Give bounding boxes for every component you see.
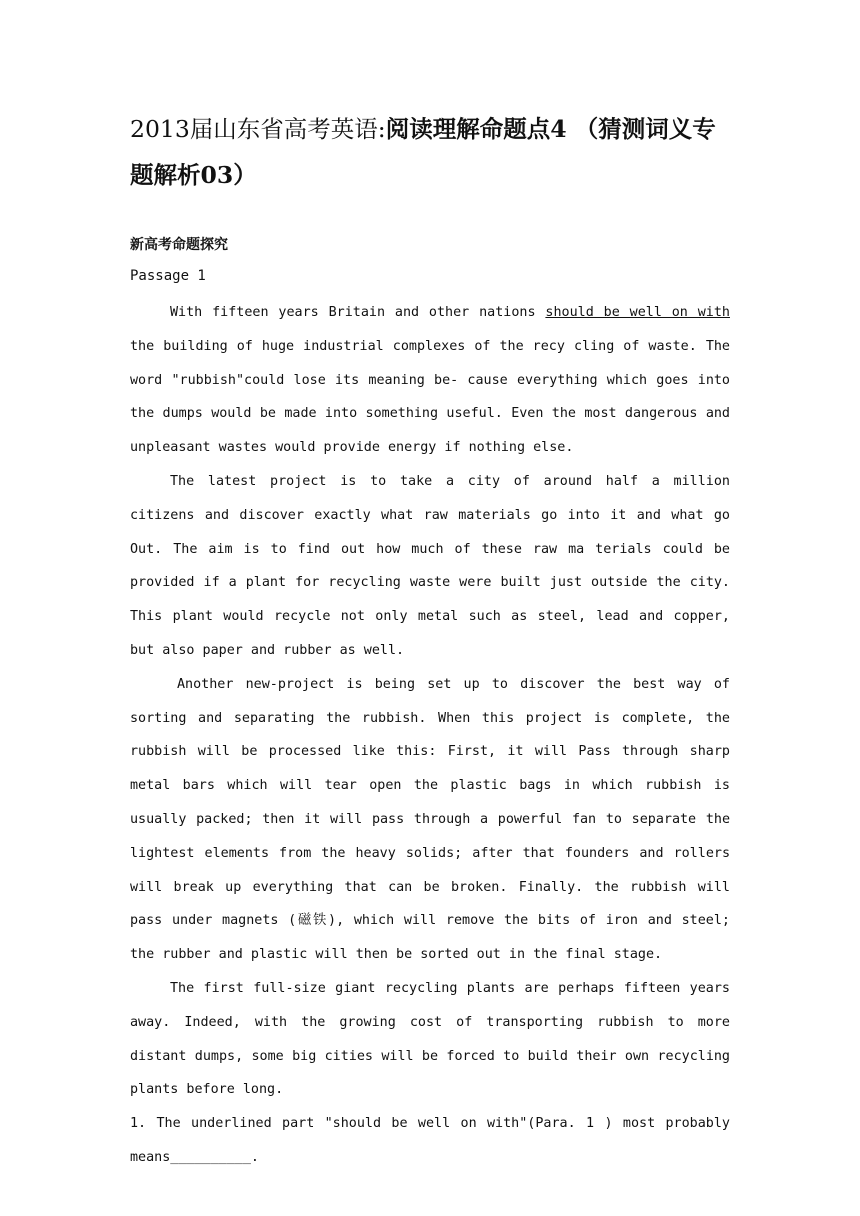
paragraph-4: The first full-size giant recycling plants are perhaps fifteen years away. Indeed, with the growing cost of transporting rubbish to more distant dumps, some big cities will be forced to build their own recycling plants before long. [130,980,730,1098]
passage-label: Passage 1 [130,268,206,284]
title-bold: 阅读理解命题点4 （猜测词义专题解析03） [130,115,716,189]
paragraph-3: Another new-project is being set up to discover the best way of sorting and separating the rubbish. When this project is complete, the rubbish will be processed like this: First, it will Pass through sharp metal bars which will tear open the plastic bags in which rubbish is usually packed; then it will pass through a powerful fan to separate the lightest elements from the heavy solids; after that founders and rollers will break up everything that can be broken. Finally. the rubbish will pass under magnets (磁铁), which will remove the bits of iron and steel; the rubber and plastic will then be sorted out in the final stage. [130,676,730,963]
underlined-phrase: should be well on with [545,305,730,320]
question-1: 1. The underlined part "should be well on with"(Para. 1 ) most probably means__________. [130,1116,730,1165]
paragraph-1-rest: the building of huge industrial complexes of the recy cling of waste. The word "rubbish"could lose its meaning be- cause everything which goes into the dumps would be made into something useful. Even the most dangerous and unpleasant wastes would provide energy if nothing else. [130,338,730,456]
section-heading: 新高考命题探究 [130,237,228,253]
paragraph-2: The latest project is to take a city of around half a million citizens and discover exactly what raw materials go into it and what go Out. The aim is to find out how much of these raw ma terials could be provided if a plant for recycling waste were built just outside the city. This plant would recycle not only metal such as steel, lead and copper, but also paper and rubber as well. [130,473,730,658]
passage-body [130,296,730,1175]
paragraph-1 [130,296,730,465]
title-plain: 2013届山东省高考英语: [130,115,386,143]
paragraph-1-start: With fifteen years Britain and other nations [170,305,546,320]
document-title [130,106,734,198]
